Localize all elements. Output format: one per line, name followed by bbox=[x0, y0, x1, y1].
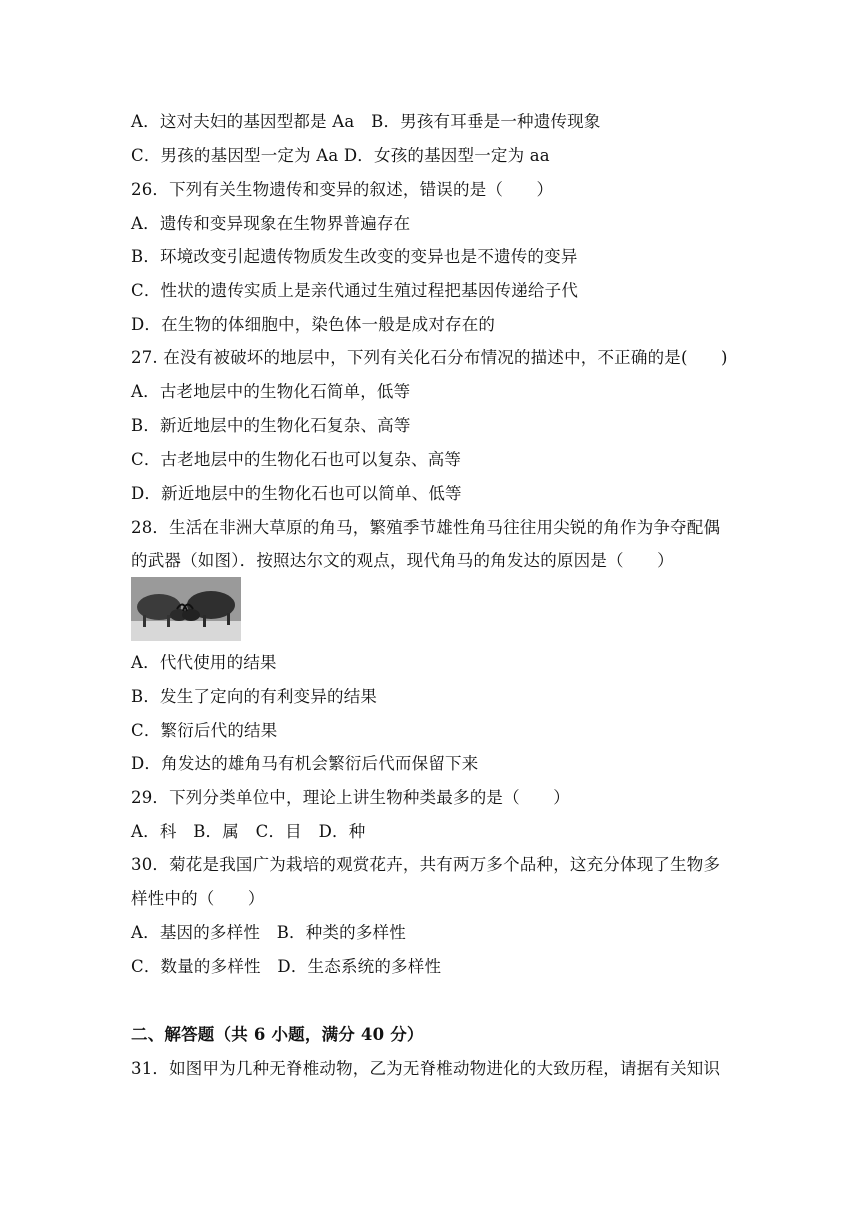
q28-option-c: C．繁衍后代的结果 bbox=[131, 721, 278, 740]
q30-options-cd: C．数量的多样性 D．生态系统的多样性 bbox=[131, 957, 442, 976]
q28-stem-line2: 的武器（如图）．按照达尔文的观点，现代角马的角发达的原因是（ ） bbox=[131, 551, 674, 570]
q27-option-b: B．新近地层中的生物化石复杂、高等 bbox=[131, 416, 411, 435]
q31-stem: 31．如图甲为几种无脊椎动物，乙为无脊椎动物进化的大致历程，请据有关知识 bbox=[131, 1059, 721, 1078]
q27-stem: 27. 在没有被破坏的地层中，下列有关化石分布情况的描述中，不正确的是( ) bbox=[131, 348, 728, 367]
q29-stem: 29．下列分类单位中，理论上讲生物种类最多的是（ ） bbox=[131, 788, 570, 807]
q26-option-c: C．性状的遗传实质上是亲代通过生殖过程把基因传递给子代 bbox=[131, 281, 579, 300]
wildebeest-fighting-image bbox=[131, 577, 241, 641]
q26-stem: 26．下列有关生物遗传和变异的叙述，错误的是（ ） bbox=[131, 180, 554, 199]
q28-option-b: B．发生了定向的有利变异的结果 bbox=[131, 687, 378, 706]
q26-option-b: B．环境改变引起遗传物质发生改变的变异也是不遗传的变异 bbox=[131, 247, 578, 266]
q26-option-a: A．遗传和变异现象在生物界普遍存在 bbox=[131, 214, 411, 233]
q27-option-a: A．古老地层中的生物化石简单，低等 bbox=[131, 382, 411, 401]
q28-stem-line1: 28．生活在非洲大草原的角马，繁殖季节雄性角马往往用尖锐的角作为争夺配偶 bbox=[131, 518, 721, 537]
q27-option-c: C．古老地层中的生物化石也可以复杂、高等 bbox=[131, 450, 462, 469]
q26-option-d: D．在生物的体细胞中，染色体一般是成对存在的 bbox=[131, 315, 496, 334]
section-heading: 二、解答题（共 6 小题，满分 40 分） bbox=[131, 1025, 424, 1044]
q30-stem-line1: 30．菊花是我国广为栽培的观赏花卉，共有两万多个品种，这充分体现了生物多 bbox=[131, 855, 721, 874]
q28-option-d: D．角发达的雄角马有机会繁衍后代而保留下来 bbox=[131, 754, 479, 773]
q30-options-ab: A．基因的多样性 B．种类的多样性 bbox=[131, 923, 406, 942]
q28-option-a: A．代代使用的结果 bbox=[131, 653, 277, 672]
q27-option-d: D．新近地层中的生物化石也可以简单、低等 bbox=[131, 484, 462, 503]
q25-options-ab: A．这对夫妇的基因型都是 Aa B．男孩有耳垂是一种遗传现象 bbox=[131, 112, 601, 131]
q25-options-cd: C．男孩的基因型一定为 Aa D．女孩的基因型一定为 aa bbox=[131, 146, 550, 165]
q29-options: A．科 B．属 C．目 D．种 bbox=[131, 822, 366, 841]
q30-stem-line2: 样性中的（ ） bbox=[131, 889, 265, 908]
